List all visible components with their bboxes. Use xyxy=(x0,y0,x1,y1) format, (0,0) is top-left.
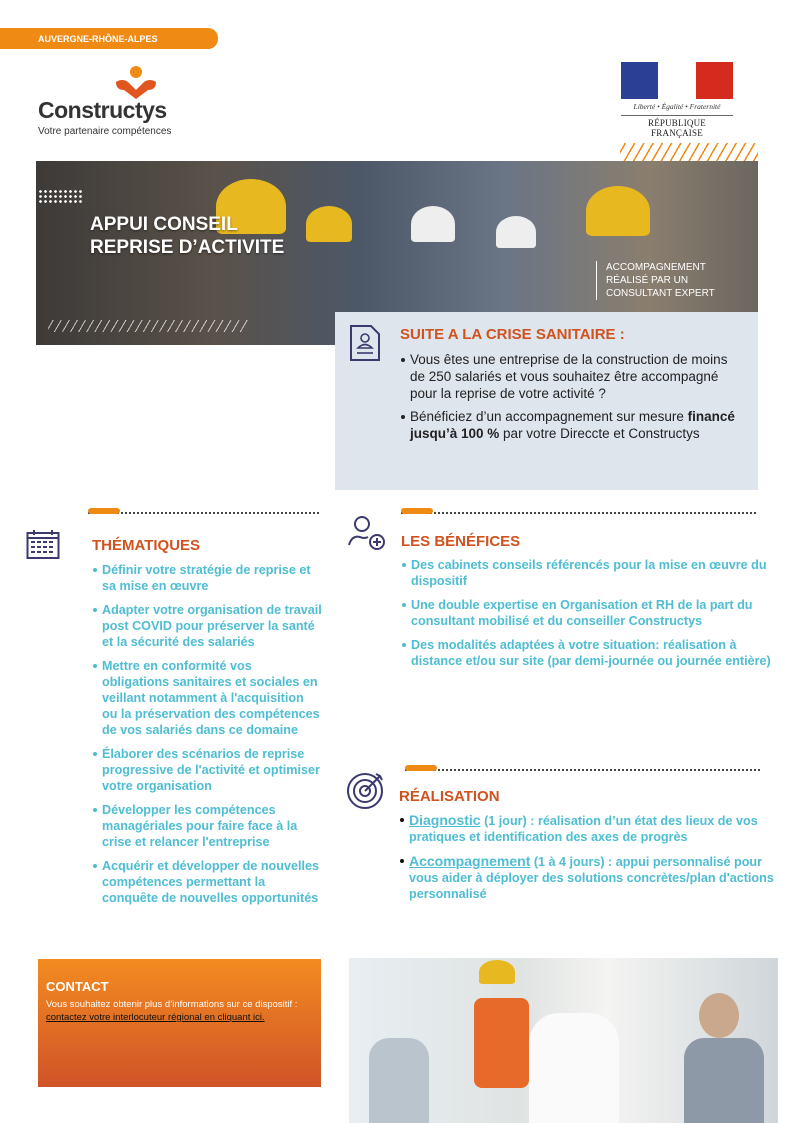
contact-link[interactable]: contactez votre interlocuteur régional en cliquant ici. xyxy=(46,1012,265,1023)
thematique-item: Adapter votre organisation de travail post COVID pour préserver la santé et la sécurité des salariés xyxy=(92,602,322,650)
realisation-item-text: (1 à 4 jours) : appui personnalisé pour vous aider à déployer des solutions concrètes/plan d'actions personnalisé xyxy=(409,855,774,901)
realisation-section xyxy=(399,788,774,910)
crise-item2-text-end: par votre Direccte et Constructys xyxy=(499,426,700,441)
crise-item2-text: Bénéficiez d’un accompagnement sur mesure xyxy=(410,409,688,424)
thematique-item: Définir votre stratégie de reprise et sa mise en œuvre xyxy=(92,562,322,594)
benefice-item: Des modalités adaptées à votre situation: réalisation à distance et/ou sur site (par demi-journée ou journée entière) xyxy=(401,637,771,669)
decorative-dots xyxy=(38,189,82,203)
contact-text-body: Vous souhaitez obtenir plus d’informations sur ce dispositif : xyxy=(46,999,298,1010)
section-divider xyxy=(401,508,756,514)
crise-item: Vous êtes une entreprise de la construction de moins de 250 salariés et vous souhaitez être accompagné pour la reprise de votre activité ? xyxy=(400,351,744,402)
rf-name: RÉPUBLIQUE FRANÇAISE xyxy=(621,115,733,138)
thematique-item: Acquérir et développer de nouvelles compétences permettant la conquête de nouvelles opportunités xyxy=(92,858,322,906)
user-add-icon xyxy=(348,515,386,551)
thematique-item: Développer les compétences managériales pour faire face à la crise et relancer l'entreprise xyxy=(92,802,322,850)
rf-motto: Liberté • Égalité • Fraternité xyxy=(633,102,721,111)
thematiques-title: THÉMATIQUES xyxy=(92,537,201,554)
logo-name: Constructys xyxy=(38,97,167,123)
marianne-flag-icon xyxy=(621,62,733,99)
calendar-icon xyxy=(26,530,60,560)
section-divider xyxy=(405,765,760,771)
hero-title-line2: REPRISE D’ACTIVITE xyxy=(90,237,285,258)
contact-title: CONTACT xyxy=(46,979,109,994)
accompagnement-link[interactable]: Accompagnement xyxy=(409,853,531,869)
meeting-photo xyxy=(349,958,778,1123)
realisation-item xyxy=(399,853,774,902)
realisation-item xyxy=(399,812,774,845)
realisation-title: RÉALISATION xyxy=(399,788,500,805)
hero-subtitle xyxy=(596,261,715,300)
target-icon xyxy=(346,770,386,810)
decorative-stripes xyxy=(48,320,248,332)
constructys-logo xyxy=(38,64,178,139)
benefices-section xyxy=(401,533,771,677)
hero-sub-line1: ACCOMPAGNEMENT xyxy=(606,262,706,273)
diagnostic-link[interactable]: Diagnostic xyxy=(409,812,481,828)
crise-sanitaire-box xyxy=(335,312,758,490)
crise-item2-bold: financé jusqu’à 100 % xyxy=(410,409,735,441)
thematique-item: Élaborer des scénarios de reprise progressive de l'activité et optimiser votre organisation xyxy=(92,746,322,794)
document-profile-icon xyxy=(349,324,381,362)
benefices-title: LES BÉNÉFICES xyxy=(401,533,521,550)
hero-sub-line2: RÉALISÉ PAR UN xyxy=(606,275,689,286)
constructys-logo-icon xyxy=(114,64,158,100)
benefice-item: Des cabinets conseils référencés pour la mise en œuvre du dispositif xyxy=(401,557,771,589)
crise-item xyxy=(400,408,744,442)
contact-box xyxy=(38,959,321,1087)
hero-sub-line3: CONSULTANT EXPERT xyxy=(606,288,715,299)
region-banner: AUVERGNE-RHÔNE-ALPES xyxy=(0,28,218,49)
crise-title: SUITE A LA CRISE SANITAIRE : xyxy=(400,326,625,343)
hero-title-line1: APPUI CONSEIL xyxy=(90,214,238,235)
logo-tagline: Votre partenaire compétences xyxy=(38,126,172,137)
section-divider xyxy=(88,508,319,514)
contact-text xyxy=(46,998,313,1024)
benefice-item: Une double expertise en Organisation et RH de la part du consultant mobilisé et du conseiller Constructys xyxy=(401,597,771,629)
realisation-item-text: (1 jour) : réalisation d’un état des lieux de vos pratiques et identification des axes de progrès xyxy=(409,814,758,844)
hero-title xyxy=(90,213,284,259)
thematique-item: Mettre en conformité vos obligations sanitaires et sociales en veillant notamment à l'acquisition ou la préservation des compétences de vos salariés dans ce domaine xyxy=(92,658,322,738)
republique-francaise-logo xyxy=(621,62,733,138)
thematiques-section xyxy=(92,537,322,914)
